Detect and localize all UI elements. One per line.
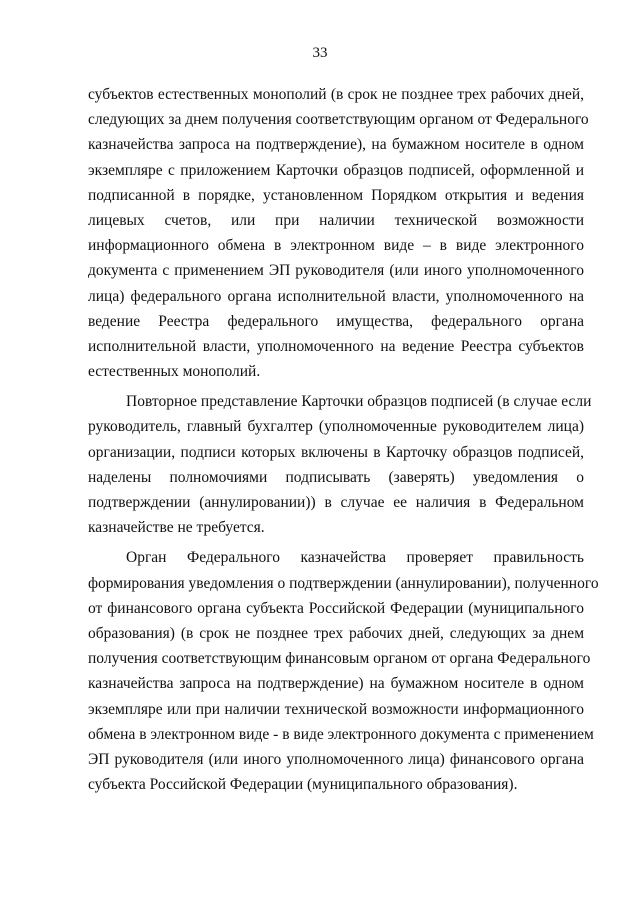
text-line: от финансового органа субъекта Российской Федерации (муниципального: [88, 599, 584, 617]
text-line: естественных монополий.: [88, 363, 261, 381]
text-line: следующих за днем получения соответствующим органом от Федерального: [88, 111, 589, 129]
text-line: экземпляре с приложением Карточки образцов подписей, оформленной и: [88, 161, 584, 179]
paragraph-2: [88, 389, 592, 540]
text-line: лицевых счетов, или при наличии технической возможности: [88, 211, 584, 229]
text-line: подтверждении (аннулировании)) в случае ее наличия в Федеральном: [88, 494, 584, 511]
text-line: экземпляре или при наличии технической возможности информационного: [88, 700, 584, 718]
paragraph-3: [88, 545, 599, 797]
text-line: получения соответствующим финансовым органом от органа Федерального: [88, 650, 591, 668]
text-line: образования) (в срок не позднее трех рабочих дней, следующих за днем: [88, 624, 584, 642]
text-line: информационного обмена в электронном виде – в виде электронного: [88, 237, 584, 255]
text-line: наделены полномочиями подписывать (заверять) уведомления о: [88, 468, 584, 486]
page-number: 33: [312, 45, 328, 61]
text-line: лица) федерального органа исполнительной власти, уполномоченного на: [88, 287, 584, 305]
text-line: казначействе не требуется.: [88, 519, 265, 537]
paragraph-1: [88, 82, 589, 384]
text-line: обмена в электронном виде - в виде электронного документа с применением: [88, 725, 594, 743]
text-line: субъектов естественных монополий (в срок не позднее трех рабочих дней,: [88, 86, 584, 103]
text-line: подписанной в порядке, установленном Порядком открытия и ведения: [88, 186, 584, 204]
text-line: документа с применением ЭП руководителя (или иного уполномоченного: [88, 262, 584, 280]
text-line: ведение Реестра федерального имущества, федерального органа: [88, 312, 584, 330]
text-line: казначейства запроса на подтверждение) на бумажном носителе в одном: [88, 675, 584, 693]
text-line: Повторное представление Карточки образцов подписей (в случае если: [126, 393, 592, 411]
text-line: ЭП руководителя (или иного уполномоченного лица) финансового органа: [88, 750, 584, 768]
text-line: формирования уведомления о подтверждении (аннулировании), полученного: [88, 574, 599, 592]
text-line: руководитель, главный бухгалтер (уполномоченные руководителем лица): [88, 418, 584, 436]
text-line: Орган Федерального казначейства проверяет правильность: [126, 549, 584, 567]
text-line: субъекта Российской Федерации (муниципального образования).: [88, 776, 518, 794]
text-line: исполнительной власти, уполномоченного на ведение Реестра субъектов: [88, 337, 584, 355]
text-line: организации, подписи которых включены в Карточку образцов подписей,: [88, 443, 584, 461]
body-text: [88, 82, 599, 802]
text-line: казначейства запроса на подтверждение), на бумажном носителе в одном: [88, 136, 584, 154]
